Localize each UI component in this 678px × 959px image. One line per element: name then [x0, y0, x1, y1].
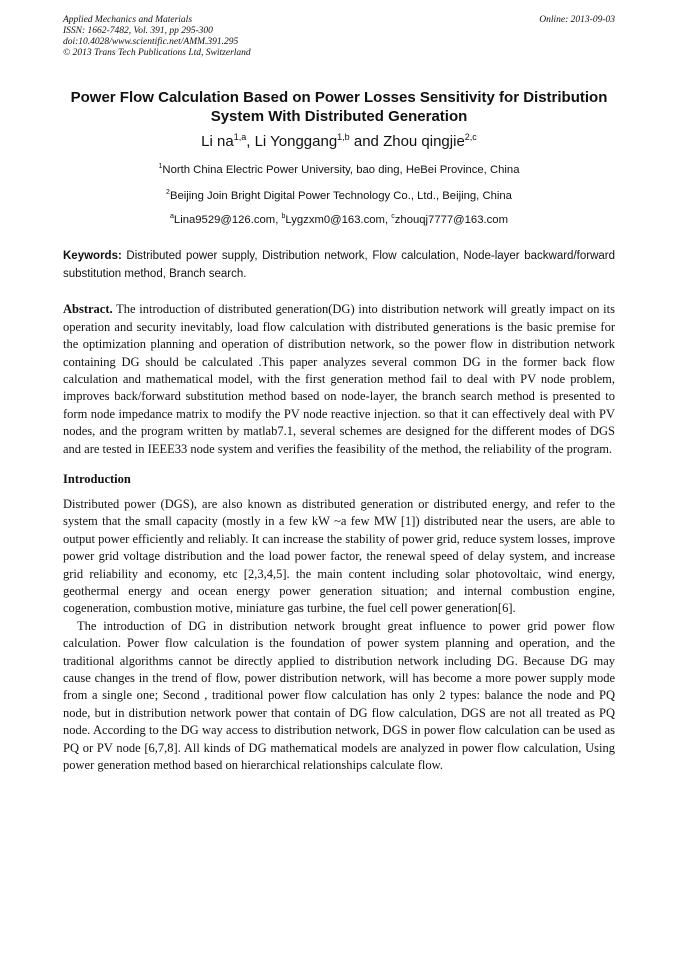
affiliation-superscript: 1	[158, 163, 163, 170]
email-separator: ,	[275, 213, 282, 226]
affiliation-2	[63, 189, 615, 202]
email-superscript: c	[391, 212, 395, 220]
keywords-block	[63, 248, 615, 283]
author-separator: and	[349, 133, 384, 150]
email-separator: ,	[384, 213, 392, 226]
introduction-paragraph-2: The introduction of DG in distribution network brought great influence to power grid power flow calculation. Power flow calculation is the foundation of power system planning and operation, and the traditional algorithms cannot be directly applied to distribution network including DG. Because DG may cause changes in the trend of flow, power distribution network, will has become a more power supply mode from a single one; Second , traditional power flow calculation has only 2 types: balance the node and PQ node, but in distribution network power that contain of DG flow calculation, DGS are not all treated as PQ node. According to the DG way access to distribution network, DGS in power flow calculation can be used as PQ or PV node [6,7,8]. All kinds of DG mathematical models are analyzed in power flow calculation, Using power generation method based on hierarchical relationships calculate flow.	[63, 618, 615, 773]
section-heading-introduction: Introduction	[63, 471, 131, 486]
author-superscript: 1,a	[233, 132, 247, 142]
affiliation-superscript: 2	[166, 188, 170, 196]
affiliation-text: Beijing Join Bright Digital Power Technology Co., Ltd., Beijing, China	[169, 189, 512, 202]
journal-header	[63, 0, 615, 59]
affiliation-1	[63, 163, 615, 176]
keywords-text: Distributed power supply, Distribution network, Flow calculation, Node-layer backward/forward substitution method, Branch search.	[63, 250, 615, 280]
email-address: Lina9529@126.com	[173, 213, 276, 226]
author-name: Zhou qingjie	[383, 133, 465, 150]
abstract-text: The introduction of distributed generation(DG) into distribution network will greatly impact on its operation and security inevitably, load flow calculation with distributed generations is the basic premise for the optimization planning and operation of distribution network, so the power flow in distribution network containing DG should be calculated .This paper analyzes several common DG in the former back flow calculation and mathematical model, with the first generation method fail to deal with PV node problem, improves back/forward substitution method based on node-layer, the branch search method is presented to form node impedance matrix to modify the PV node reactive injection. so that it can effectively deal with PV nodes, and the program written by matlab7.1, several schemes are designed for the different modes of DGS and are tested in IEEE33 node system and verifies the feasibility of the method, the reliability of the program.	[63, 302, 615, 456]
abstract-label: Abstract.	[63, 302, 113, 317]
email-address: Lygzxm0@163.com	[285, 213, 385, 226]
abstract-block	[63, 301, 615, 458]
author-separator: ,	[246, 133, 255, 150]
introduction-paragraph-1: Distributed power (DGS), are also known as distributed generation or distributed energy, and refer to the system that the small capacity (mostly in a few kW ~a few MW [1]) distributed near the users, are able to output power efficiently and reliably. It can increase the stability of power grid, reduce system losses, improve power grid voltage distribution and the load power factor, the renewal speed of delay system, and increase grid reliability and economy, etc [2,3,4,5]. the main content including solar photovoltaic, wind energy, geothermal energy and ocean energy power generation situation; and internal combustion engine, cogeneration, combustion motive, miniature gas turbine, the fuel cell power generation[6].	[63, 496, 615, 616]
email-superscript: a	[170, 212, 174, 220]
email-address: zhouqj7777@163.com	[394, 213, 508, 226]
author-name: Li Yonggang	[254, 133, 338, 150]
email-superscript: b	[281, 212, 286, 220]
paper-title: Power Flow Calculation Based on Power Losses Sensitivity for Distribution System With Distributed Generation	[70, 89, 608, 125]
author-superscript: 1,b	[337, 132, 350, 142]
author-line	[63, 132, 615, 150]
journal-name: Applied Mechanics and Materials	[63, 15, 193, 25]
online-date: Online: 2013-09-03	[539, 15, 615, 25]
doi-line: doi:10.4028/www.scientific.net/AMM.391.295	[63, 37, 239, 47]
issn-line: ISSN: 1662-7482, Vol. 391, pp 295-300	[63, 26, 213, 36]
author-superscript: 2,c	[464, 132, 477, 142]
keywords-label: Keywords:	[63, 250, 122, 263]
copyright-line: © 2013 Trans Tech Publications Ltd, Switzerland	[63, 48, 251, 58]
email-line	[63, 213, 615, 226]
author-name: Li na	[201, 133, 234, 150]
affiliation-text: North China Electric Power University, bao ding, HeBei Province, China	[162, 163, 520, 176]
